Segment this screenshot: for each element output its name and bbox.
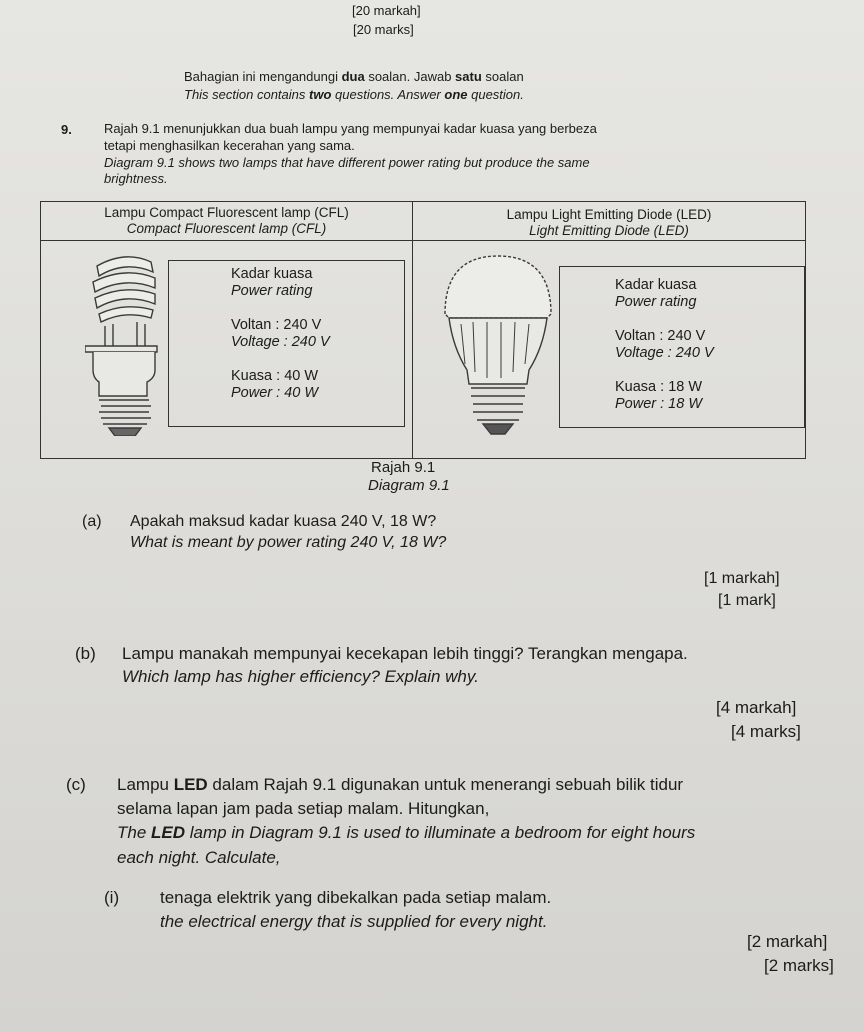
part-b-label: (b) xyxy=(75,644,96,663)
cfl-rating-ms: Kadar kuasa xyxy=(231,266,313,282)
cfl-rating-box xyxy=(168,260,405,427)
part-b-marks-en: [4 marks] xyxy=(731,722,801,741)
part-a-marks-ms: [1 markah] xyxy=(704,570,780,587)
part-c-stem-en-2: each night. Calculate, xyxy=(117,848,281,867)
question-intro-en-2: brightness. xyxy=(104,171,168,186)
led-header xyxy=(413,207,805,239)
cfl-rating-en: Power rating xyxy=(231,283,313,299)
led-power-en: Power : 18 W xyxy=(615,396,703,412)
part-c-stem-ms-1: Lampu LED dalam Rajah 9.1 digunakan untuk menerangi sebuah bilik tidur xyxy=(117,775,684,794)
question-intro-en-1: Diagram 9.1 shows two lamps that have different power rating but produce the same xyxy=(104,155,590,170)
led-rating-ms: Kadar kuasa xyxy=(615,277,697,293)
total-marks-ms: [20 markah] xyxy=(352,3,421,18)
question-number: 9. xyxy=(61,122,72,137)
part-a-marks-en: [1 mark] xyxy=(718,592,776,609)
led-rating-box xyxy=(559,266,805,428)
diagram-caption-ms: Rajah 9.1 xyxy=(371,459,436,476)
part-c-i-marks-ms: [2 markah] xyxy=(747,932,828,951)
led-voltage-en: Voltage : 240 V xyxy=(615,345,714,361)
cfl-voltage-ms: Voltan : 240 V xyxy=(231,317,322,333)
led-header-en: Light Emitting Diode (LED) xyxy=(529,223,689,238)
part-c-label: (c) xyxy=(66,775,86,794)
part-a-label: (a) xyxy=(82,513,102,530)
cfl-lamp-icon xyxy=(85,248,163,436)
part-a-question-ms: Apakah maksud kadar kuasa 240 V, 18 W? xyxy=(130,513,437,530)
diagram-table xyxy=(40,201,806,459)
table-column-divider xyxy=(412,202,413,458)
part-b-marks-ms: [4 markah] xyxy=(716,698,797,717)
led-header-ms: Lampu Light Emitting Diode (LED) xyxy=(506,207,712,222)
cfl-header-ms: Lampu Compact Fluorescent lamp (CFL) xyxy=(104,205,349,220)
total-marks-en: [20 marks] xyxy=(353,22,414,37)
cfl-header xyxy=(41,205,412,237)
cfl-voltage-en: Voltage : 240 V xyxy=(231,334,330,350)
part-b-question-ms: Lampu manakah mempunyai kecekapan lebih tinggi? Terangkan mengapa. xyxy=(122,644,688,663)
cfl-header-en: Compact Fluorescent lamp (CFL) xyxy=(126,221,327,236)
section-instruction-en: This section contains two questions. Answer one question. xyxy=(184,87,524,102)
cfl-power-en: Power : 40 W xyxy=(231,385,319,401)
part-c-i-marks-en: [2 marks] xyxy=(764,956,834,975)
led-voltage-ms: Voltan : 240 V xyxy=(615,328,706,344)
led-rating-en: Power rating xyxy=(615,294,697,310)
section-instruction-ms: Bahagian ini mengandungi dua soalan. Jawab satu soalan xyxy=(184,69,524,84)
part-a-question-en: What is meant by power rating 240 V, 18 W? xyxy=(130,534,447,551)
led-power-ms: Kuasa : 18 W xyxy=(615,379,703,395)
cfl-power-ms: Kuasa : 40 W xyxy=(231,368,319,384)
question-intro-ms-2: tetapi menghasilkan kecerahan yang sama. xyxy=(104,138,355,153)
question-intro-ms-1: Rajah 9.1 menunjukkan dua buah lampu yang mempunyai kadar kuasa yang berbeza xyxy=(104,121,597,136)
part-c-i-question-ms: tenaga elektrik yang dibekalkan pada setiap malam. xyxy=(160,888,552,907)
part-c-stem-en-1: The LED lamp in Diagram 9.1 is used to illuminate a bedroom for eight hours xyxy=(117,823,696,842)
table-header-divider xyxy=(41,240,805,241)
part-c-i-label: (i) xyxy=(104,888,120,907)
diagram-caption-en: Diagram 9.1 xyxy=(368,477,450,494)
led-lamp-icon xyxy=(443,252,553,438)
part-b-question-en: Which lamp has higher efficiency? Explain why. xyxy=(122,667,479,686)
part-c-i-question-en: the electrical energy that is supplied for every night. xyxy=(160,912,548,931)
part-c-stem-ms-2: selama lapan jam pada setiap malam. Hitungkan, xyxy=(117,799,490,818)
